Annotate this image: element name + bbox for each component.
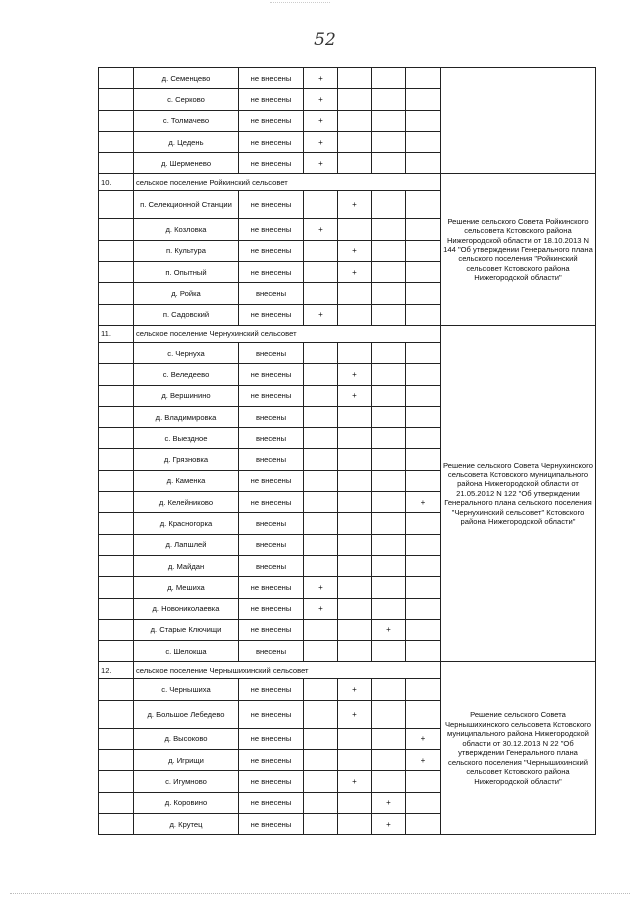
row-number-cell [99,641,134,662]
mark-cell [304,428,338,449]
table-row [99,68,596,89]
mark-cell: + [338,262,372,283]
mark-cell [338,219,372,240]
changes-status: не внесены [239,110,304,131]
mark-cell: + [338,240,372,261]
changes-status: не внесены [239,792,304,813]
mark-cell [406,700,441,728]
mark-cell [406,68,441,89]
changes-status: внесены [239,513,304,534]
mark-cell [372,153,406,174]
mark-cell [338,470,372,491]
changes-status: не внесены [239,219,304,240]
changes-status: не внесены [239,304,304,325]
row-number-cell [99,728,134,749]
mark-cell [304,470,338,491]
mark-cell [372,555,406,576]
mark-cell [338,304,372,325]
section-title: сельское поселение Ройкинский сельсовет [134,174,441,191]
settlement-name: д. Большое Лебедево [134,700,239,728]
mark-cell [406,364,441,385]
settlement-name: д. Крутец [134,813,239,834]
mark-cell [338,598,372,619]
mark-cell [372,68,406,89]
settlement-name: д. Козловка [134,219,239,240]
mark-cell [406,534,441,555]
row-number-cell [99,304,134,325]
mark-cell [372,700,406,728]
mark-cell [304,342,338,363]
mark-cell [406,304,441,325]
row-number-cell [99,679,134,700]
mark-cell [338,428,372,449]
changes-status: не внесены [239,262,304,283]
settlements-table [98,67,596,835]
settlement-name: д. Высоково [134,728,239,749]
mark-cell [372,534,406,555]
mark-cell [338,728,372,749]
settlement-name: с. Шелокша [134,641,239,662]
settlement-name: д. Мешиха [134,577,239,598]
settlement-name: д. Вершинино [134,385,239,406]
mark-cell [338,131,372,152]
document-cell [441,68,596,174]
mark-cell [372,385,406,406]
changes-status: внесены [239,283,304,304]
mark-cell [406,110,441,131]
settlement-name: с. Серково [134,89,239,110]
mark-cell [406,813,441,834]
mark-cell: + [372,792,406,813]
settlement-name: п. Культура [134,240,239,261]
section-number: 12. [99,662,134,679]
mark-cell [406,577,441,598]
settlement-name: п. Опытный [134,262,239,283]
mark-cell [372,513,406,534]
mark-cell [406,89,441,110]
mark-cell [338,449,372,470]
mark-cell [304,813,338,834]
mark-cell [338,750,372,771]
mark-cell [304,771,338,792]
mark-cell [372,342,406,363]
mark-cell: + [406,492,441,513]
mark-cell [406,219,441,240]
mark-cell [406,131,441,152]
mark-cell: + [304,598,338,619]
settlement-name: д. Грязновка [134,449,239,470]
changes-status: не внесены [239,89,304,110]
changes-status: не внесены [239,153,304,174]
row-number-cell [99,470,134,491]
mark-cell [406,513,441,534]
changes-status: не внесены [239,679,304,700]
mark-cell [372,131,406,152]
mark-cell [406,153,441,174]
mark-cell [338,153,372,174]
mark-cell [406,679,441,700]
mark-cell [372,750,406,771]
settlement-name: д. Ройка [134,283,239,304]
mark-cell [304,534,338,555]
section-number: 10. [99,174,134,191]
settlement-name: д. Красногорка [134,513,239,534]
changes-status: не внесены [239,68,304,89]
section-row [99,174,596,191]
mark-cell [304,513,338,534]
scan-artifact [270,2,330,3]
mark-cell [338,89,372,110]
row-number-cell [99,492,134,513]
mark-cell [338,792,372,813]
mark-cell [372,679,406,700]
mark-cell [304,492,338,513]
row-number-cell [99,364,134,385]
row-number-cell [99,153,134,174]
mark-cell [372,406,406,427]
mark-cell: + [304,153,338,174]
mark-cell [338,619,372,640]
changes-status: не внесены [239,364,304,385]
mark-cell [372,449,406,470]
settlement-name: д. Семенцево [134,68,239,89]
mark-cell: + [304,110,338,131]
mark-cell [304,728,338,749]
row-number-cell [99,342,134,363]
mark-cell [304,283,338,304]
changes-status: внесены [239,428,304,449]
mark-cell [338,406,372,427]
mark-cell [406,792,441,813]
settlement-name: п. Садовский [134,304,239,325]
row-number-cell [99,750,134,771]
mark-cell [372,492,406,513]
mark-cell [372,641,406,662]
mark-cell [372,283,406,304]
mark-cell: + [338,364,372,385]
changes-status: не внесены [239,771,304,792]
row-number-cell [99,598,134,619]
row-number-cell [99,385,134,406]
mark-cell [338,342,372,363]
section-row [99,662,596,679]
mark-cell: + [338,771,372,792]
row-number-cell [99,283,134,304]
section-row [99,325,596,342]
mark-cell [406,470,441,491]
mark-cell [338,513,372,534]
changes-status: не внесены [239,492,304,513]
mark-cell [338,492,372,513]
mark-cell [406,191,441,219]
mark-cell: + [304,131,338,152]
changes-status: внесены [239,534,304,555]
section-number: 11. [99,325,134,342]
mark-cell [406,406,441,427]
row-number-cell [99,771,134,792]
settlement-name: д. Игрищи [134,750,239,771]
mark-cell [304,679,338,700]
mark-cell [304,555,338,576]
scan-artifact [10,893,630,894]
mark-cell [372,304,406,325]
changes-status: внесены [239,342,304,363]
mark-cell [304,641,338,662]
mark-cell [406,555,441,576]
row-number-cell [99,534,134,555]
settlement-name: с. Веледеево [134,364,239,385]
settlement-name: д. Лапшлей [134,534,239,555]
mark-cell: + [338,700,372,728]
approval-document: Решение сельского Совета Ройкинского сельсовета Кстовского района Нижегородской области от 18.10.2013 N 144 "Об утверждении Генерального плана сельского поселения "Ройкинский сельсовет Кстовского района Нижегородской области" [441,174,596,325]
mark-cell [406,342,441,363]
row-number-cell [99,449,134,470]
mark-cell [338,534,372,555]
changes-status: не внесены [239,577,304,598]
changes-status: не внесены [239,728,304,749]
mark-cell [338,577,372,598]
row-number-cell [99,619,134,640]
row-number-cell [99,792,134,813]
settlement-name: д. Новониколаевка [134,598,239,619]
mark-cell [304,700,338,728]
mark-cell [406,641,441,662]
settlement-name: с. Игумново [134,771,239,792]
mark-cell: + [406,750,441,771]
mark-cell [304,385,338,406]
section-title: сельское поселение Чернухинский сельсовет [134,325,441,342]
mark-cell [406,262,441,283]
mark-cell [406,428,441,449]
row-number-cell [99,110,134,131]
mark-cell [338,555,372,576]
settlement-name: д. Каменка [134,470,239,491]
mark-cell [372,364,406,385]
mark-cell [372,262,406,283]
row-number-cell [99,700,134,728]
changes-status: не внесены [239,619,304,640]
mark-cell: + [338,385,372,406]
mark-cell [372,240,406,261]
mark-cell [406,385,441,406]
changes-status: внесены [239,449,304,470]
mark-cell [372,428,406,449]
mark-cell: + [304,304,338,325]
settlement-name: д. Цедень [134,131,239,152]
mark-cell [304,406,338,427]
mark-cell [372,728,406,749]
settlement-name: д. Коровино [134,792,239,813]
changes-status: не внесены [239,385,304,406]
row-number-cell [99,191,134,219]
mark-cell [338,641,372,662]
settlement-name: д. Майдан [134,555,239,576]
settlement-name: с. Чернуха [134,342,239,363]
mark-cell: + [372,619,406,640]
changes-status: внесены [239,555,304,576]
mark-cell [406,449,441,470]
mark-cell [406,283,441,304]
mark-cell [338,283,372,304]
changes-status: не внесены [239,240,304,261]
row-number-cell [99,219,134,240]
row-number-cell [99,262,134,283]
changes-status: не внесены [239,131,304,152]
mark-cell: + [304,89,338,110]
mark-cell [372,219,406,240]
mark-cell [304,750,338,771]
settlement-name: д. Шерменево [134,153,239,174]
row-number-cell [99,428,134,449]
row-number-cell [99,813,134,834]
changes-status: не внесены [239,470,304,491]
mark-cell [372,89,406,110]
mark-cell [304,792,338,813]
changes-status: внесены [239,641,304,662]
mark-cell [406,598,441,619]
section-title: сельское поселение Чернышихинский сельсовет [134,662,441,679]
row-number-cell [99,513,134,534]
settlement-name: с. Чернышиха [134,679,239,700]
mark-cell [304,619,338,640]
mark-cell [372,771,406,792]
mark-cell [406,771,441,792]
mark-cell: + [372,813,406,834]
mark-cell: + [338,191,372,219]
settlement-name: д. Келейниково [134,492,239,513]
mark-cell [372,470,406,491]
mark-cell [372,191,406,219]
mark-cell: + [304,219,338,240]
settlement-name: с. Выездное [134,428,239,449]
changes-status: внесены [239,406,304,427]
mark-cell [406,240,441,261]
row-number-cell [99,577,134,598]
mark-cell [338,68,372,89]
row-number-cell [99,68,134,89]
mark-cell [304,240,338,261]
mark-cell [372,577,406,598]
mark-cell: + [304,68,338,89]
mark-cell [372,110,406,131]
approval-document: Решение сельского Совета Чернышихинского сельсовета Кстовского муниципального района Нижегородской области от 30.12.2013 N 22 "Об утверждении Генерального плана сельского поселения "Чернышихинский сельсовет Кстовского района Нижегородской области" [441,662,596,835]
row-number-cell [99,240,134,261]
approval-document: Решение сельского Совета Чернухинского сельсовета Кстовского муниципального района Нижегородской области от 21.05.2012 N 122 "Об утверждении Генерального плана сельского поселения "Чернухинский сельсовет" Кстовского района Нижегородской области" [441,325,596,661]
mark-cell [338,813,372,834]
changes-status: не внесены [239,191,304,219]
mark-cell [304,449,338,470]
settlement-name: д. Старые Ключищи [134,619,239,640]
mark-cell [338,110,372,131]
row-number-cell [99,555,134,576]
mark-cell [304,364,338,385]
mark-cell: + [304,577,338,598]
mark-cell [372,598,406,619]
changes-status: не внесены [239,750,304,771]
mark-cell [304,262,338,283]
mark-cell: + [406,728,441,749]
page-number: 52 [314,30,336,50]
changes-status: не внесены [239,813,304,834]
mark-cell: + [338,679,372,700]
row-number-cell [99,89,134,110]
mark-cell [304,191,338,219]
settlement-name: д. Владимировка [134,406,239,427]
settlement-name: п. Селекционной Станции [134,191,239,219]
changes-status: не внесены [239,598,304,619]
changes-status: не внесены [239,700,304,728]
row-number-cell [99,131,134,152]
row-number-cell [99,406,134,427]
mark-cell [406,619,441,640]
settlement-name: с. Толмачево [134,110,239,131]
